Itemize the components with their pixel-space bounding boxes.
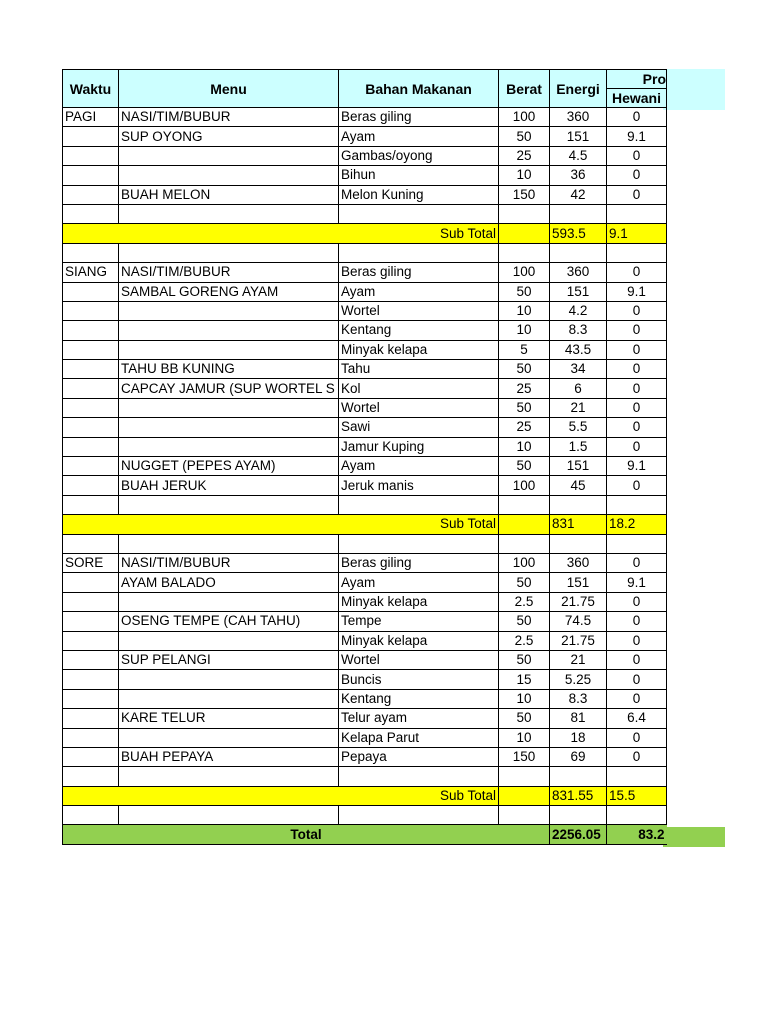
cell-bahan-makanan[interactable]: Ayam: [339, 282, 499, 301]
cell-menu[interactable]: SAMBAL GORENG AYAM: [119, 282, 339, 301]
subtotal-label[interactable]: Sub Total: [63, 515, 499, 534]
cell-waktu[interactable]: [63, 650, 119, 669]
cell-energi[interactable]: 151: [550, 282, 607, 301]
cell-berat[interactable]: 25: [499, 379, 550, 398]
cell-berat[interactable]: 50: [499, 398, 550, 417]
cell-energi[interactable]: 43.5: [550, 340, 607, 359]
total-row: [63, 825, 667, 844]
table-row: [63, 457, 667, 476]
total-row-extension: [663, 827, 725, 847]
cell-berat[interactable]: 10: [499, 728, 550, 747]
header-berat[interactable]: Berat: [499, 70, 550, 108]
cell-berat[interactable]: [499, 204, 550, 223]
table-row: [63, 360, 667, 379]
cell-berat[interactable]: 50: [499, 709, 550, 728]
cell-waktu[interactable]: [63, 418, 119, 437]
table-row: [63, 398, 667, 417]
cell-berat[interactable]: 15: [499, 670, 550, 689]
table-row: [63, 379, 667, 398]
cell-hewani[interactable]: 9.1: [607, 573, 667, 592]
cell-berat[interactable]: 10: [499, 166, 550, 185]
cell-menu[interactable]: CAPCAY JAMUR (SUP WORTEL S: [119, 379, 339, 398]
cell-menu[interactable]: [119, 689, 339, 708]
cell-menu[interactable]: [119, 321, 339, 340]
table-row: [63, 670, 667, 689]
subtotal-row: [63, 224, 667, 243]
cell-energi[interactable]: 1.5: [550, 437, 607, 456]
cell-bahan-makanan[interactable]: Telur ayam: [339, 709, 499, 728]
table-row: [63, 728, 667, 747]
cell-waktu[interactable]: [63, 379, 119, 398]
cell-waktu[interactable]: [63, 476, 119, 495]
table-row: [63, 437, 667, 456]
cell-energi[interactable]: 6: [550, 379, 607, 398]
cell-berat[interactable]: [499, 767, 550, 786]
cell-berat[interactable]: [499, 786, 550, 805]
cell-hewani[interactable]: 0: [607, 592, 667, 611]
cell-bahan-makanan[interactable]: Minyak kelapa: [339, 631, 499, 650]
table-body: [63, 108, 667, 845]
cell-bahan-makanan[interactable]: Jamur Kuping: [339, 437, 499, 456]
cell-waktu[interactable]: [63, 204, 119, 223]
cell-hewani[interactable]: [607, 243, 667, 262]
subtotal-hewani[interactable]: 9.1: [607, 224, 667, 243]
cell-menu[interactable]: NASI/TIM/BUBUR: [119, 108, 339, 127]
cell-waktu[interactable]: SIANG: [63, 263, 119, 282]
cell-bahan-makanan[interactable]: Tahu: [339, 360, 499, 379]
cell-bahan-makanan[interactable]: Beras giling: [339, 553, 499, 572]
table-row: [63, 553, 667, 572]
cell-berat[interactable]: [499, 534, 550, 553]
cell-bahan-makanan[interactable]: Sawi: [339, 418, 499, 437]
table-row: [63, 321, 667, 340]
subtotal-row: [63, 786, 667, 805]
cell-energi[interactable]: 21.75: [550, 592, 607, 611]
cell-energi[interactable]: 42: [550, 185, 607, 204]
cell-hewani[interactable]: 0: [607, 360, 667, 379]
cell-berat[interactable]: 100: [499, 108, 550, 127]
cell-waktu[interactable]: [63, 767, 119, 786]
cell-energi[interactable]: [550, 204, 607, 223]
cell-bahan-makanan[interactable]: Ayam: [339, 127, 499, 146]
cell-waktu[interactable]: [63, 573, 119, 592]
header-protein[interactable]: Pro: [607, 70, 667, 89]
cell-hewani[interactable]: 0: [607, 146, 667, 165]
cell-waktu[interactable]: PAGI: [63, 108, 119, 127]
cell-hewani[interactable]: [607, 767, 667, 786]
subtotal-energi[interactable]: 831.55: [550, 786, 607, 805]
cell-berat[interactable]: 50: [499, 457, 550, 476]
cell-hewani[interactable]: 0: [607, 747, 667, 766]
cell-hewani[interactable]: 0: [607, 301, 667, 320]
blank-row: [63, 767, 667, 786]
cell-energi[interactable]: 4.5: [550, 146, 607, 165]
cell-berat[interactable]: 10: [499, 321, 550, 340]
cell-bahan-makanan[interactable]: Kentang: [339, 321, 499, 340]
blank-row: [63, 243, 667, 262]
cell-waktu[interactable]: [63, 534, 119, 553]
cell-energi[interactable]: 36: [550, 166, 607, 185]
cell-energi[interactable]: 69: [550, 747, 607, 766]
cell-menu[interactable]: [119, 631, 339, 650]
cell-waktu[interactable]: [63, 806, 119, 825]
cell-waktu[interactable]: [63, 612, 119, 631]
cell-bahan-makanan[interactable]: [339, 495, 499, 514]
cell-energi[interactable]: 360: [550, 108, 607, 127]
table-row: [63, 418, 667, 437]
cell-menu[interactable]: [119, 146, 339, 165]
subtotal-label[interactable]: Sub Total: [63, 224, 499, 243]
cell-menu[interactable]: [119, 806, 339, 825]
cell-energi[interactable]: 81: [550, 709, 607, 728]
table-row: [63, 612, 667, 631]
cell-energi[interactable]: [550, 806, 607, 825]
table-row: [63, 689, 667, 708]
cell-bahan-makanan[interactable]: Minyak kelapa: [339, 592, 499, 611]
cell-waktu[interactable]: [63, 360, 119, 379]
cell-energi[interactable]: 151: [550, 127, 607, 146]
cell-menu[interactable]: [119, 534, 339, 553]
cell-berat[interactable]: 10: [499, 301, 550, 320]
cell-menu[interactable]: NASI/TIM/BUBUR: [119, 553, 339, 572]
cell-hewani[interactable]: 0: [607, 379, 667, 398]
cell-menu[interactable]: NUGGET (PEPES AYAM): [119, 457, 339, 476]
cell-bahan-makanan[interactable]: [339, 243, 499, 262]
cell-hewani[interactable]: 0: [607, 398, 667, 417]
cell-waktu[interactable]: [63, 747, 119, 766]
cell-berat[interactable]: 25: [499, 418, 550, 437]
cell-berat[interactable]: [499, 515, 550, 534]
cell-hewani[interactable]: [607, 495, 667, 514]
cell-bahan-makanan[interactable]: Pepaya: [339, 747, 499, 766]
cell-bahan-makanan[interactable]: Kol: [339, 379, 499, 398]
cell-berat[interactable]: 10: [499, 689, 550, 708]
cell-energi[interactable]: 5.5: [550, 418, 607, 437]
header-row: [63, 70, 667, 89]
cell-berat[interactable]: 150: [499, 185, 550, 204]
cell-bahan-makanan[interactable]: Ayam: [339, 573, 499, 592]
cell-waktu[interactable]: SORE: [63, 553, 119, 572]
table-row: [63, 282, 667, 301]
cell-bahan-makanan[interactable]: [339, 534, 499, 553]
cell-berat[interactable]: 10: [499, 437, 550, 456]
cell-hewani[interactable]: 0: [607, 650, 667, 669]
table-row: [63, 108, 667, 127]
cell-waktu[interactable]: [63, 340, 119, 359]
cell-berat[interactable]: 100: [499, 553, 550, 572]
cell-hewani[interactable]: 0: [607, 553, 667, 572]
cell-waktu[interactable]: [63, 146, 119, 165]
header-hewani[interactable]: Hewani: [607, 89, 667, 108]
total-energi[interactable]: 2256.05: [550, 825, 607, 844]
header-menu[interactable]: Menu: [119, 70, 339, 108]
table-row: [63, 301, 667, 320]
cell-waktu[interactable]: [63, 301, 119, 320]
cell-waktu[interactable]: [63, 166, 119, 185]
cell-menu[interactable]: [119, 437, 339, 456]
cell-hewani[interactable]: 9.1: [607, 127, 667, 146]
cell-hewani[interactable]: 0: [607, 418, 667, 437]
cell-menu[interactable]: [119, 670, 339, 689]
cell-menu[interactable]: NASI/TIM/BUBUR: [119, 263, 339, 282]
cell-hewani[interactable]: [607, 806, 667, 825]
cell-bahan-makanan[interactable]: [339, 767, 499, 786]
table-row: [63, 747, 667, 766]
cell-menu[interactable]: [119, 592, 339, 611]
cell-menu[interactable]: TAHU BB KUNING: [119, 360, 339, 379]
cell-menu[interactable]: BUAH JERUK: [119, 476, 339, 495]
cell-berat[interactable]: 150: [499, 747, 550, 766]
menu-table: [62, 69, 667, 845]
cell-waktu[interactable]: [63, 670, 119, 689]
blank-row: [63, 495, 667, 514]
cell-berat[interactable]: [499, 806, 550, 825]
cell-menu[interactable]: [119, 301, 339, 320]
cell-berat[interactable]: 100: [499, 476, 550, 495]
cell-energi[interactable]: 21.75: [550, 631, 607, 650]
cell-bahan-makanan[interactable]: Tempe: [339, 612, 499, 631]
cell-hewani[interactable]: 0: [607, 631, 667, 650]
cell-waktu[interactable]: [63, 437, 119, 456]
cell-menu[interactable]: [119, 340, 339, 359]
cell-energi[interactable]: 34: [550, 360, 607, 379]
header-protein-extension: [663, 69, 725, 110]
subtotal-label[interactable]: Sub Total: [63, 786, 499, 805]
cell-bahan-makanan[interactable]: Gambas/oyong: [339, 146, 499, 165]
cell-waktu[interactable]: [63, 728, 119, 747]
total-hewani[interactable]: 83.2: [607, 825, 667, 844]
cell-hewani[interactable]: 0: [607, 166, 667, 185]
cell-hewani[interactable]: 0: [607, 340, 667, 359]
cell-berat[interactable]: 2.5: [499, 631, 550, 650]
cell-waktu[interactable]: [63, 127, 119, 146]
cell-bahan-makanan[interactable]: [339, 806, 499, 825]
subtotal-hewani[interactable]: 18.2: [607, 515, 667, 534]
cell-menu[interactable]: OSENG TEMPE (CAH TAHU): [119, 612, 339, 631]
table-row: [63, 709, 667, 728]
cell-bahan-makanan[interactable]: Buncis: [339, 670, 499, 689]
cell-berat[interactable]: 50: [499, 650, 550, 669]
cell-energi[interactable]: [550, 534, 607, 553]
cell-berat[interactable]: 50: [499, 360, 550, 379]
subtotal-energi[interactable]: 831: [550, 515, 607, 534]
cell-waktu[interactable]: [63, 592, 119, 611]
cell-menu[interactable]: [119, 495, 339, 514]
cell-waktu[interactable]: [63, 709, 119, 728]
cell-berat[interactable]: 50: [499, 282, 550, 301]
table-row: [63, 573, 667, 592]
cell-waktu[interactable]: [63, 321, 119, 340]
cell-menu[interactable]: [119, 398, 339, 417]
cell-menu[interactable]: AYAM BALADO: [119, 573, 339, 592]
cell-waktu[interactable]: [63, 243, 119, 262]
cell-bahan-makanan[interactable]: [339, 204, 499, 223]
cell-berat[interactable]: 50: [499, 612, 550, 631]
cell-energi[interactable]: 8.3: [550, 689, 607, 708]
subtotal-row: [63, 515, 667, 534]
cell-menu[interactable]: [119, 243, 339, 262]
cell-waktu[interactable]: [63, 689, 119, 708]
table-row: [63, 263, 667, 282]
cell-energi[interactable]: [550, 767, 607, 786]
cell-hewani[interactable]: 0: [607, 185, 667, 204]
blank-row: [63, 806, 667, 825]
cell-energi[interactable]: 151: [550, 573, 607, 592]
cell-berat[interactable]: 50: [499, 127, 550, 146]
cell-hewani[interactable]: 0: [607, 437, 667, 456]
cell-menu[interactable]: SUP PELANGI: [119, 650, 339, 669]
cell-menu[interactable]: BUAH PEPAYA: [119, 747, 339, 766]
cell-hewani[interactable]: 0: [607, 612, 667, 631]
cell-energi[interactable]: [550, 243, 607, 262]
subtotal-energi[interactable]: 593.5: [550, 224, 607, 243]
cell-hewani[interactable]: 6.4: [607, 709, 667, 728]
subtotal-hewani[interactable]: 15.5: [607, 786, 667, 805]
cell-berat[interactable]: 5: [499, 340, 550, 359]
cell-bahan-makanan[interactable]: Minyak kelapa: [339, 340, 499, 359]
cell-berat[interactable]: [499, 495, 550, 514]
cell-energi[interactable]: 45: [550, 476, 607, 495]
table-row: [63, 146, 667, 165]
cell-bahan-makanan[interactable]: Beras giling: [339, 263, 499, 282]
cell-energi[interactable]: 360: [550, 553, 607, 572]
cell-menu[interactable]: [119, 728, 339, 747]
cell-bahan-makanan[interactable]: Bihun: [339, 166, 499, 185]
total-label[interactable]: Total: [63, 825, 550, 844]
cell-bahan-makanan[interactable]: Kelapa Parut: [339, 728, 499, 747]
cell-energi[interactable]: [550, 495, 607, 514]
cell-energi[interactable]: 360: [550, 263, 607, 282]
cell-waktu[interactable]: [63, 495, 119, 514]
table-row: [63, 185, 667, 204]
table-row: [63, 631, 667, 650]
cell-waktu[interactable]: [63, 631, 119, 650]
header-waktu[interactable]: Waktu: [63, 70, 119, 108]
table-row: [63, 650, 667, 669]
cell-energi[interactable]: 21: [550, 650, 607, 669]
cell-waktu[interactable]: [63, 398, 119, 417]
cell-bahan-makanan[interactable]: Kentang: [339, 689, 499, 708]
cell-energi[interactable]: 5.25: [550, 670, 607, 689]
cell-berat[interactable]: 25: [499, 146, 550, 165]
cell-bahan-makanan[interactable]: Wortel: [339, 301, 499, 320]
cell-hewani[interactable]: 0: [607, 728, 667, 747]
cell-berat[interactable]: [499, 243, 550, 262]
cell-berat[interactable]: 50: [499, 573, 550, 592]
blank-row: [63, 204, 667, 223]
cell-hewani[interactable]: 0: [607, 108, 667, 127]
table-row: [63, 166, 667, 185]
cell-menu[interactable]: [119, 767, 339, 786]
cell-energi[interactable]: 21: [550, 398, 607, 417]
cell-menu[interactable]: [119, 418, 339, 437]
cell-waktu[interactable]: [63, 457, 119, 476]
cell-hewani[interactable]: [607, 534, 667, 553]
cell-berat[interactable]: 2.5: [499, 592, 550, 611]
cell-bahan-makanan[interactable]: Beras giling: [339, 108, 499, 127]
table-row: [63, 340, 667, 359]
cell-energi[interactable]: 8.3: [550, 321, 607, 340]
cell-menu[interactable]: BUAH MELON: [119, 185, 339, 204]
cell-hewani[interactable]: 0: [607, 476, 667, 495]
cell-energi[interactable]: 74.5: [550, 612, 607, 631]
cell-hewani[interactable]: 9.1: [607, 457, 667, 476]
cell-hewani[interactable]: 0: [607, 670, 667, 689]
cell-hewani[interactable]: 9.1: [607, 282, 667, 301]
cell-berat[interactable]: 100: [499, 263, 550, 282]
cell-waktu[interactable]: [63, 282, 119, 301]
header-bahan-makanan[interactable]: Bahan Makanan: [339, 70, 499, 108]
cell-bahan-makanan[interactable]: Melon Kuning: [339, 185, 499, 204]
cell-menu[interactable]: [119, 166, 339, 185]
table-row: [63, 592, 667, 611]
cell-menu[interactable]: KARE TELUR: [119, 709, 339, 728]
header-energi[interactable]: Energi: [550, 70, 607, 108]
cell-hewani[interactable]: 0: [607, 689, 667, 708]
cell-energi[interactable]: 4.2: [550, 301, 607, 320]
cell-hewani[interactable]: 0: [607, 263, 667, 282]
cell-berat[interactable]: [499, 224, 550, 243]
cell-bahan-makanan[interactable]: Wortel: [339, 650, 499, 669]
cell-menu[interactable]: SUP OYONG: [119, 127, 339, 146]
cell-waktu[interactable]: [63, 185, 119, 204]
cell-bahan-makanan[interactable]: Wortel: [339, 398, 499, 417]
blank-row: [63, 534, 667, 553]
table-row: [63, 476, 667, 495]
cell-hewani[interactable]: 0: [607, 321, 667, 340]
cell-energi[interactable]: 151: [550, 457, 607, 476]
cell-energi[interactable]: 18: [550, 728, 607, 747]
cell-menu[interactable]: [119, 204, 339, 223]
cell-bahan-makanan[interactable]: Ayam: [339, 457, 499, 476]
cell-hewani[interactable]: [607, 204, 667, 223]
cell-bahan-makanan[interactable]: Jeruk manis: [339, 476, 499, 495]
table-row: [63, 127, 667, 146]
